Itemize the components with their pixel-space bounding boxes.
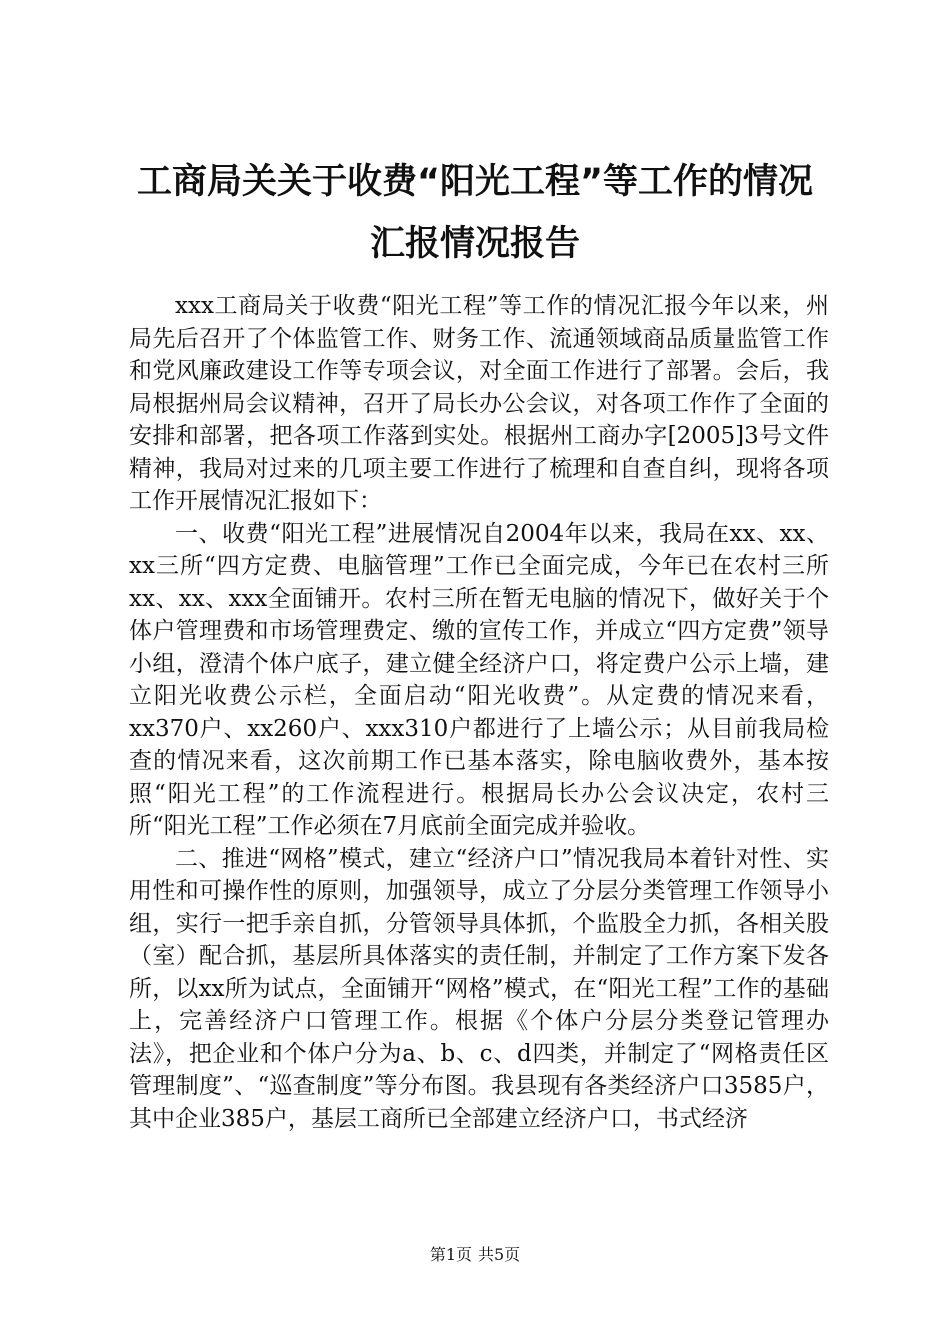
- paragraph-section-1: 一、收费“阳光工程”进展情况自2004年以来，我局在xx、xx、xx三所“四方定费、电脑管理”工作已全面完成，今年已在农村三所xx、xx、xxx全面铺开。农村三所在暂无电脑的情况下，做好关于个体户管理费和市场管理费定、缴的宣传工作，并成立“四方定费”领导小组，澄清个体户底子，建立健全经济户口，将定费户公示上墙，建立阳光收费公示栏，全面启动“阳光收费”。从定费的情况来看，xx370户、xx260户、xxx310户都进行了上墙公示；从目前我局检查的情况来看，这次前期工作已基本落实，除电脑收费外，基本按照“阳光工程”的工作流程进行。根据局长办公会议决定，农村三所“阳光工程”工作必须在7月底前全面完成并验收。: [129, 520, 829, 839]
- paragraph-section-2: 二、推进“网格”模式，建立“经济户口”情况我局本着针对性、实用性和可操作性的原则，加强领导，成立了分层分类管理工作领导小组，实行一把手亲自抓，分管领导具体抓，个监股全力抓，各相关股（室）配合抓，基层所具体落实的责任制，并制定了工作方案下发各所，以xx所为试点，全面铺开“网格”模式，在“阳光工程”工作的基础上，完善经济户口管理工作。根据《个体户分层分类登记管理办法》，把企业和个体户分为a、b、c、d四类，并制定了“网格责任区管理制度”、“巡查制度”等分布图。我县现有各类经济户口3585户，其中企业385户，基层工商所已全部建立经济户口，书式经济: [129, 845, 829, 1132]
- document-body: [129, 290, 829, 1135]
- document-title-line-2: 汇报情况报告: [369, 224, 580, 264]
- page-total: 共5页: [478, 1245, 521, 1264]
- page-footer: [0, 1245, 950, 1265]
- page-number: 第1页: [429, 1245, 472, 1264]
- paragraph-intro: xxx工商局关于收费“阳光工程”等工作的情况汇报今年以来，州局先后召开了个体监管工作、财务工作、流通领域商品质量监管工作和党风廉政建设工作等专项会议，对全面工作进行了部署。会后，我局根据州局会议精神，召开了局长办公会议，对各项工作作了全面的安排和部署，把各项工作落到实处。根据州工商办字[2005]3号文件精神，我局对过来的几项主要工作进行了梳理和自查自纠，现将各项工作开展情况汇报如下：: [129, 293, 829, 514]
- document-title-line-1: 工商局关关于收费“阳光工程”等工作的情况: [136, 162, 813, 202]
